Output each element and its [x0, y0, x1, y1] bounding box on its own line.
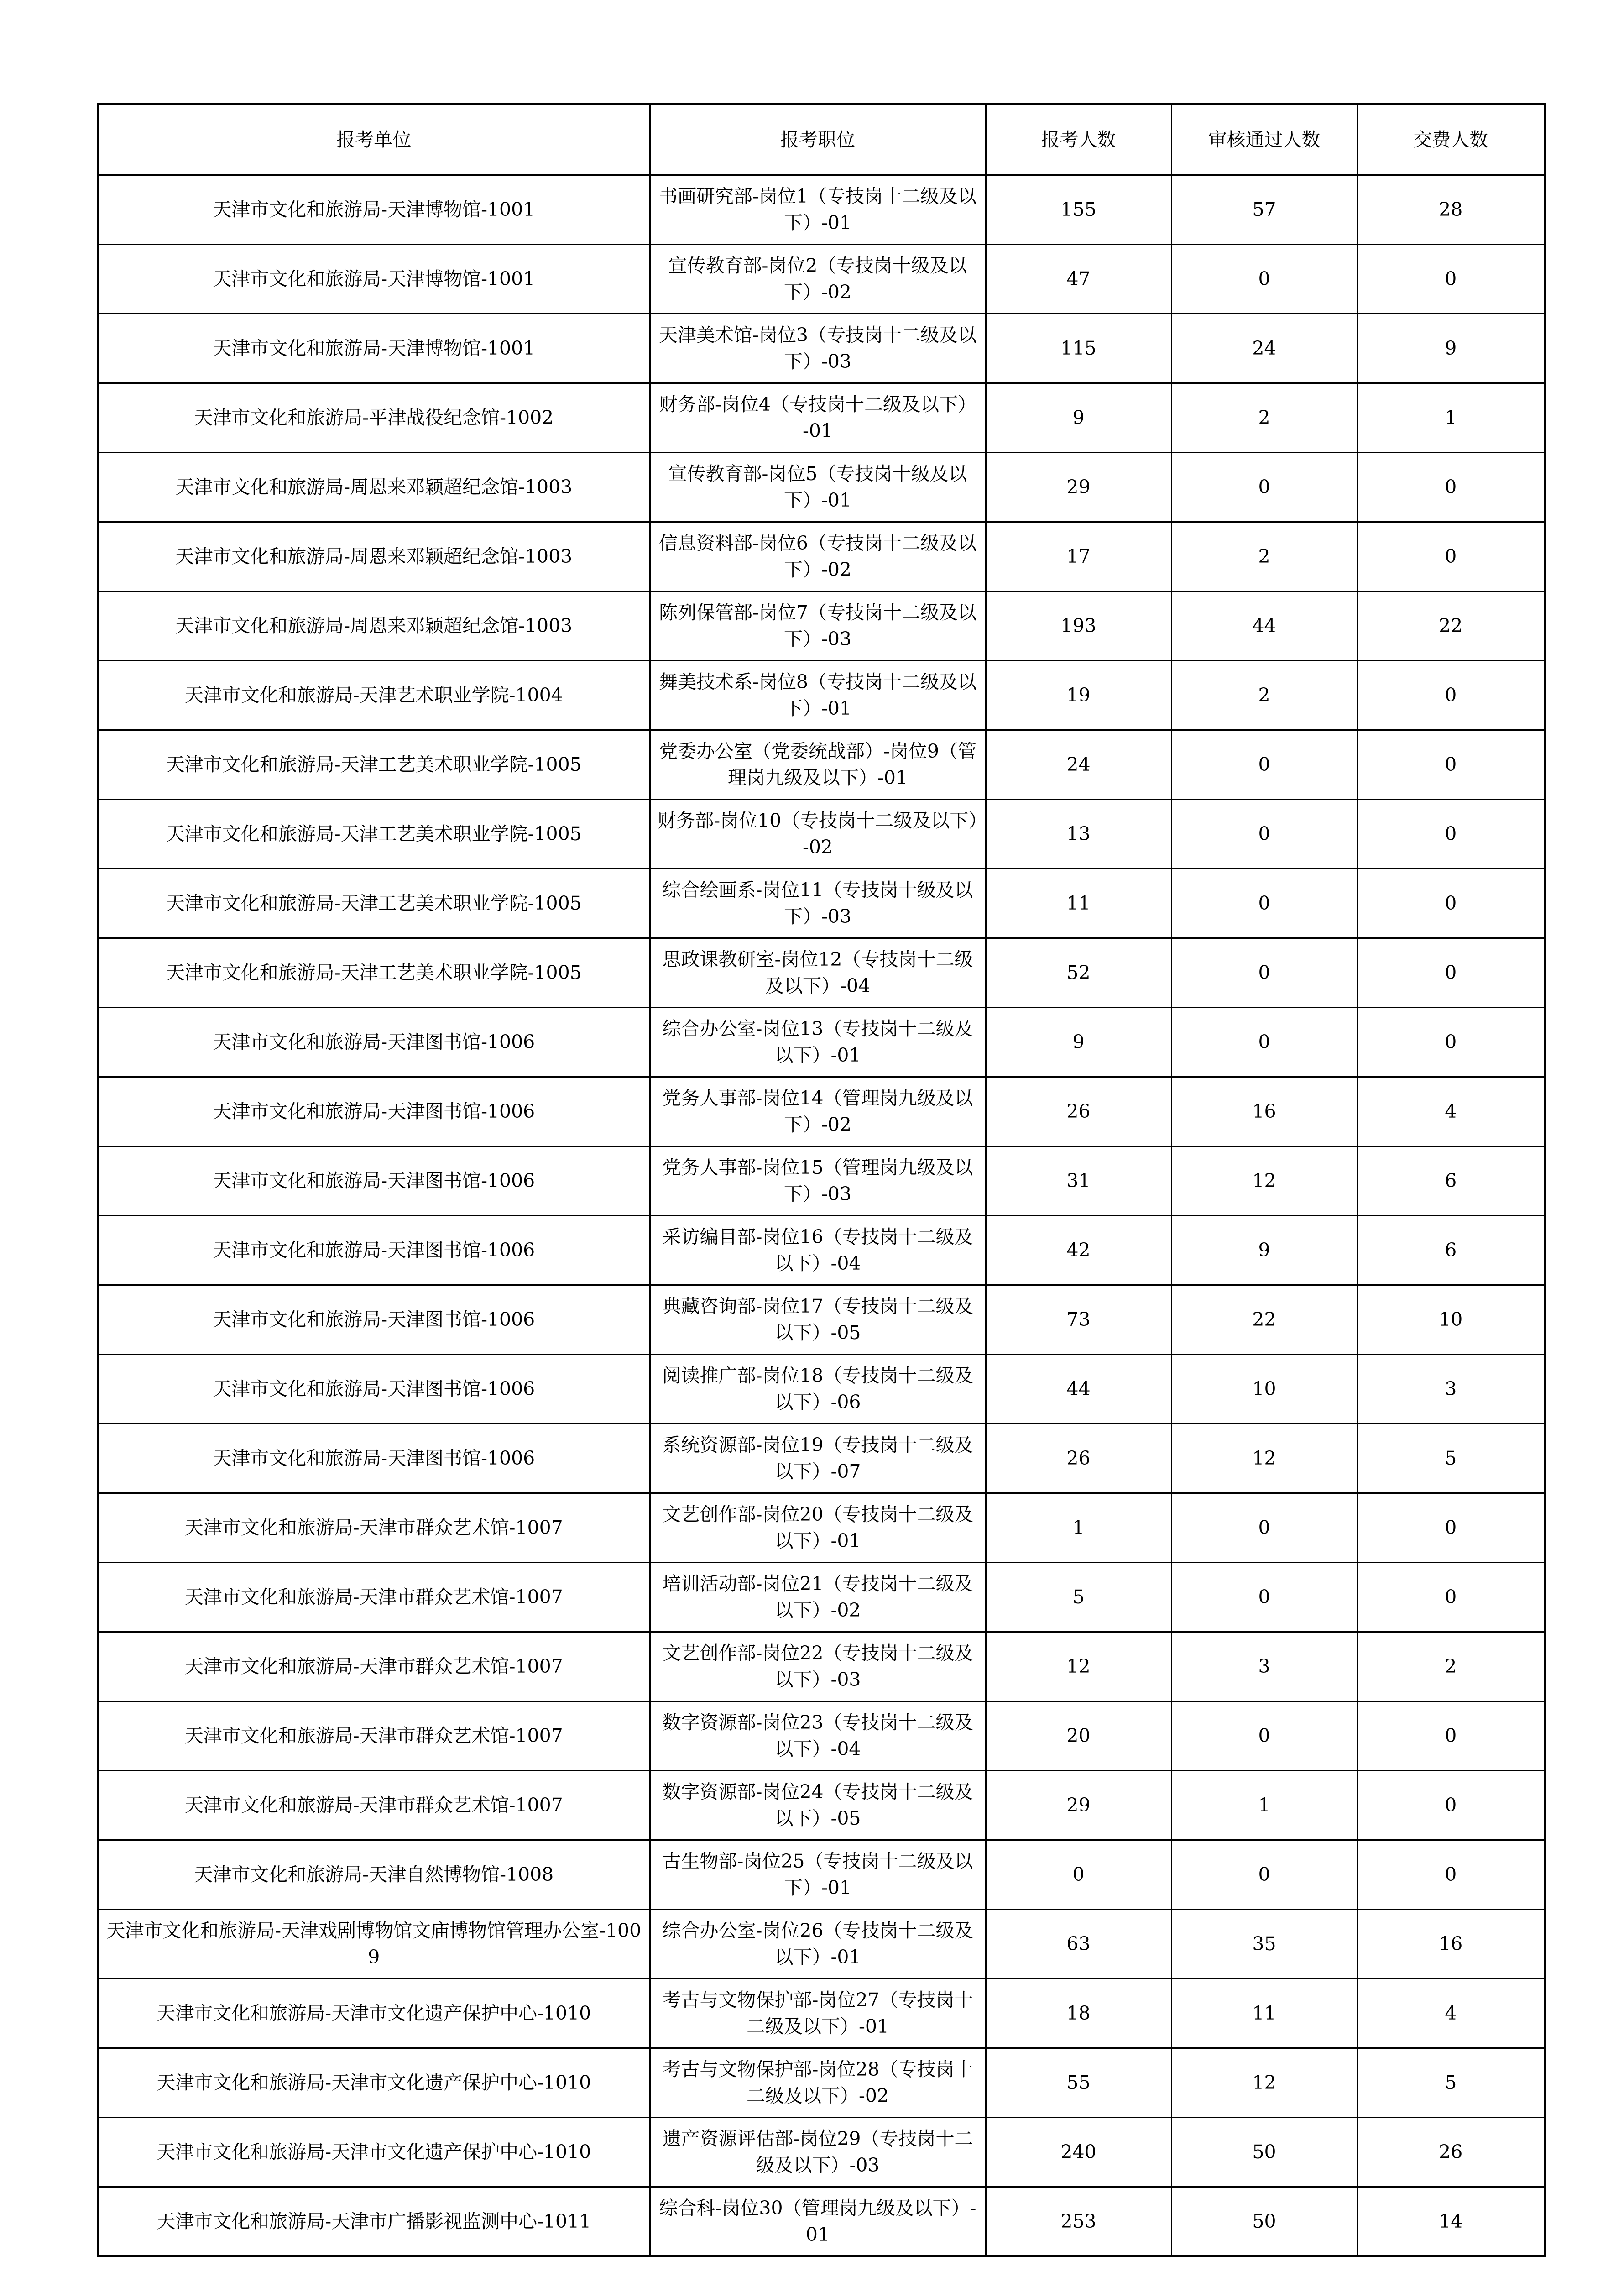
cell-paid: 0 [1357, 1701, 1545, 1770]
cell-applicants: 19 [986, 660, 1171, 730]
cell-paid: 5 [1357, 2048, 1545, 2117]
cell-unit: 天津市文化和旅游局-周恩来邓颖超纪念馆-1003 [98, 591, 650, 660]
table-row [98, 522, 1545, 591]
cell-applicants: 44 [986, 1354, 1171, 1424]
cell-approved: 3 [1171, 1632, 1357, 1701]
cell-position: 文艺创作部-岗位22（专技岗十二级及以下）-03 [650, 1632, 986, 1701]
cell-paid: 3 [1357, 1354, 1545, 1424]
cell-approved: 0 [1171, 1840, 1357, 1909]
cell-approved: 57 [1171, 175, 1357, 244]
table-row [98, 2048, 1545, 2117]
cell-approved: 0 [1171, 730, 1357, 799]
cell-applicants: 18 [986, 1978, 1171, 2048]
cell-applicants: 1 [986, 1493, 1171, 1562]
cell-position: 党务人事部-岗位14（管理岗九级及以下）-02 [650, 1077, 986, 1146]
cell-position: 信息资料部-岗位6（专技岗十二级及以下）-02 [650, 522, 986, 591]
table-row [98, 1632, 1545, 1701]
cell-unit: 天津市文化和旅游局-天津图书馆-1006 [98, 1077, 650, 1146]
table-row [98, 1007, 1545, 1077]
cell-paid: 0 [1357, 244, 1545, 314]
cell-unit: 天津市文化和旅游局-天津自然博物馆-1008 [98, 1840, 650, 1909]
cell-applicants: 9 [986, 383, 1171, 452]
cell-applicants: 0 [986, 1840, 1171, 1909]
cell-approved: 44 [1171, 591, 1357, 660]
cell-unit: 天津市文化和旅游局-天津市群众艺术馆-1007 [98, 1701, 650, 1770]
cell-applicants: 9 [986, 1007, 1171, 1077]
cell-paid: 6 [1357, 1146, 1545, 1215]
cell-approved: 16 [1171, 1077, 1357, 1146]
cell-applicants: 13 [986, 799, 1171, 869]
cell-position: 舞美技术系-岗位8（专技岗十二级及以下）-01 [650, 660, 986, 730]
table-row [98, 799, 1545, 869]
cell-paid: 0 [1357, 660, 1545, 730]
cell-unit: 天津市文化和旅游局-天津工艺美术职业学院-1005 [98, 869, 650, 938]
table-row [98, 1424, 1545, 1493]
cell-unit: 天津市文化和旅游局-天津艺术职业学院-1004 [98, 660, 650, 730]
cell-paid: 22 [1357, 591, 1545, 660]
cell-unit: 天津市文化和旅游局-平津战役纪念馆-1002 [98, 383, 650, 452]
cell-paid: 0 [1357, 938, 1545, 1007]
cell-unit: 天津市文化和旅游局-天津市群众艺术馆-1007 [98, 1632, 650, 1701]
cell-unit: 天津市文化和旅游局-天津博物馆-1001 [98, 314, 650, 383]
cell-paid: 1 [1357, 383, 1545, 452]
header-row [98, 104, 1545, 175]
cell-paid: 0 [1357, 522, 1545, 591]
table-row [98, 244, 1545, 314]
cell-approved: 1 [1171, 1770, 1357, 1840]
cell-position: 阅读推广部-岗位18（专技岗十二级及以下）-06 [650, 1354, 986, 1424]
cell-paid: 28 [1357, 175, 1545, 244]
cell-paid: 0 [1357, 799, 1545, 869]
table-row [98, 1770, 1545, 1840]
table-row [98, 1215, 1545, 1285]
cell-position: 综合办公室-岗位26（专技岗十二级及以下）-01 [650, 1909, 986, 1978]
cell-paid: 9 [1357, 314, 1545, 383]
table-body [98, 175, 1545, 2256]
table-row [98, 730, 1545, 799]
table-row [98, 660, 1545, 730]
cell-approved: 10 [1171, 1354, 1357, 1424]
cell-approved: 0 [1171, 799, 1357, 869]
cell-position: 思政课教研室-岗位12（专技岗十二级及以下）-04 [650, 938, 986, 1007]
table-row [98, 1978, 1545, 2048]
cell-applicants: 29 [986, 1770, 1171, 1840]
header-applicants: 报考人数 [986, 104, 1171, 175]
cell-approved: 12 [1171, 1146, 1357, 1215]
cell-position: 考古与文物保护部-岗位27（专技岗十二级及以下）-01 [650, 1978, 986, 2048]
cell-applicants: 115 [986, 314, 1171, 383]
cell-position: 宣传教育部-岗位2（专技岗十级及以下）-02 [650, 244, 986, 314]
cell-unit: 天津市文化和旅游局-天津市群众艺术馆-1007 [98, 1493, 650, 1562]
table-row [98, 1909, 1545, 1978]
cell-position: 财务部-岗位4（专技岗十二级及以下）-01 [650, 383, 986, 452]
cell-approved: 12 [1171, 1424, 1357, 1493]
cell-unit: 天津市文化和旅游局-天津市广播影视监测中心-1011 [98, 2187, 650, 2256]
cell-unit: 天津市文化和旅游局-天津市文化遗产保护中心-1010 [98, 2048, 650, 2117]
cell-approved: 50 [1171, 2117, 1357, 2187]
cell-approved: 22 [1171, 1285, 1357, 1354]
cell-unit: 天津市文化和旅游局-天津图书馆-1006 [98, 1354, 650, 1424]
cell-position: 培训活动部-岗位21（专技岗十二级及以下）-02 [650, 1562, 986, 1632]
cell-approved: 0 [1171, 938, 1357, 1007]
cell-applicants: 24 [986, 730, 1171, 799]
cell-position: 宣传教育部-岗位5（专技岗十级及以下）-01 [650, 452, 986, 522]
table-row [98, 1146, 1545, 1215]
cell-applicants: 52 [986, 938, 1171, 1007]
table-row [98, 175, 1545, 244]
cell-approved: 50 [1171, 2187, 1357, 2256]
cell-approved: 0 [1171, 452, 1357, 522]
table-row [98, 314, 1545, 383]
cell-paid: 0 [1357, 1007, 1545, 1077]
cell-position: 党委办公室（党委统战部）-岗位9（管理岗九级及以下）-01 [650, 730, 986, 799]
cell-paid: 0 [1357, 452, 1545, 522]
cell-paid: 16 [1357, 1909, 1545, 1978]
cell-approved: 0 [1171, 1007, 1357, 1077]
cell-applicants: 17 [986, 522, 1171, 591]
cell-approved: 0 [1171, 1701, 1357, 1770]
table-row [98, 1077, 1545, 1146]
cell-unit: 天津市文化和旅游局-天津图书馆-1006 [98, 1285, 650, 1354]
cell-position: 考古与文物保护部-岗位28（专技岗十二级及以下）-02 [650, 2048, 986, 2117]
cell-unit: 天津市文化和旅游局-周恩来邓颖超纪念馆-1003 [98, 522, 650, 591]
cell-approved: 9 [1171, 1215, 1357, 1285]
table-row [98, 1701, 1545, 1770]
cell-position: 数字资源部-岗位24（专技岗十二级及以下）-05 [650, 1770, 986, 1840]
cell-paid: 0 [1357, 1493, 1545, 1562]
cell-unit: 天津市文化和旅游局-天津市文化遗产保护中心-1010 [98, 1978, 650, 2048]
cell-position: 采访编目部-岗位16（专技岗十二级及以下）-04 [650, 1215, 986, 1285]
cell-position: 综合办公室-岗位13（专技岗十二级及以下）-01 [650, 1007, 986, 1077]
cell-position: 系统资源部-岗位19（专技岗十二级及以下）-07 [650, 1424, 986, 1493]
cell-paid: 10 [1357, 1285, 1545, 1354]
cell-approved: 0 [1171, 1493, 1357, 1562]
cell-approved: 35 [1171, 1909, 1357, 1978]
cell-paid: 14 [1357, 2187, 1545, 2256]
cell-unit: 天津市文化和旅游局-天津图书馆-1006 [98, 1215, 650, 1285]
table-row [98, 2187, 1545, 2256]
table-row [98, 591, 1545, 660]
cell-paid: 5 [1357, 1424, 1545, 1493]
cell-applicants: 63 [986, 1909, 1171, 1978]
table-row [98, 1285, 1545, 1354]
cell-unit: 天津市文化和旅游局-天津工艺美术职业学院-1005 [98, 799, 650, 869]
table-header [98, 104, 1545, 175]
cell-paid: 0 [1357, 869, 1545, 938]
cell-applicants: 155 [986, 175, 1171, 244]
cell-applicants: 5 [986, 1562, 1171, 1632]
cell-approved: 0 [1171, 869, 1357, 938]
cell-applicants: 26 [986, 1424, 1171, 1493]
cell-approved: 2 [1171, 383, 1357, 452]
cell-unit: 天津市文化和旅游局-天津市群众艺术馆-1007 [98, 1562, 650, 1632]
cell-paid: 0 [1357, 1770, 1545, 1840]
cell-position: 书画研究部-岗位1（专技岗十二级及以下）-01 [650, 175, 986, 244]
header-paid: 交费人数 [1357, 104, 1545, 175]
cell-applicants: 253 [986, 2187, 1171, 2256]
cell-paid: 26 [1357, 2117, 1545, 2187]
cell-position: 遗产资源评估部-岗位29（专技岗十二级及以下）-03 [650, 2117, 986, 2187]
cell-approved: 12 [1171, 2048, 1357, 2117]
cell-paid: 0 [1357, 1840, 1545, 1909]
cell-applicants: 12 [986, 1632, 1171, 1701]
cell-approved: 2 [1171, 660, 1357, 730]
cell-position: 陈列保管部-岗位7（专技岗十二级及以下）-03 [650, 591, 986, 660]
cell-applicants: 11 [986, 869, 1171, 938]
cell-approved: 2 [1171, 522, 1357, 591]
table-row [98, 383, 1545, 452]
cell-applicants: 55 [986, 2048, 1171, 2117]
cell-paid: 0 [1357, 730, 1545, 799]
cell-position: 天津美术馆-岗位3（专技岗十二级及以下）-03 [650, 314, 986, 383]
cell-unit: 天津市文化和旅游局-天津图书馆-1006 [98, 1007, 650, 1077]
cell-applicants: 42 [986, 1215, 1171, 1285]
cell-unit: 天津市文化和旅游局-天津博物馆-1001 [98, 175, 650, 244]
cell-position: 党务人事部-岗位15（管理岗九级及以下）-03 [650, 1146, 986, 1215]
cell-applicants: 31 [986, 1146, 1171, 1215]
table-row [98, 452, 1545, 522]
table-row [98, 1493, 1545, 1562]
cell-position: 综合绘画系-岗位11（专技岗十级及以下）-03 [650, 869, 986, 938]
cell-approved: 24 [1171, 314, 1357, 383]
cell-unit: 天津市文化和旅游局-天津图书馆-1006 [98, 1146, 650, 1215]
table-row [98, 1562, 1545, 1632]
cell-position: 文艺创作部-岗位20（专技岗十二级及以下）-01 [650, 1493, 986, 1562]
table-row [98, 869, 1545, 938]
cell-position: 典藏咨询部-岗位17（专技岗十二级及以下）-05 [650, 1285, 986, 1354]
cell-paid: 4 [1357, 1077, 1545, 1146]
cell-position: 财务部-岗位10（专技岗十二级及以下）-02 [650, 799, 986, 869]
cell-approved: 0 [1171, 1562, 1357, 1632]
cell-approved: 0 [1171, 244, 1357, 314]
cell-unit: 天津市文化和旅游局-天津市群众艺术馆-1007 [98, 1770, 650, 1840]
cell-applicants: 26 [986, 1077, 1171, 1146]
cell-applicants: 29 [986, 452, 1171, 522]
cell-unit: 天津市文化和旅游局-天津工艺美术职业学院-1005 [98, 938, 650, 1007]
cell-paid: 0 [1357, 1562, 1545, 1632]
table-row [98, 1840, 1545, 1909]
cell-unit: 天津市文化和旅游局-天津戏剧博物馆文庙博物馆管理办公室-1009 [98, 1909, 650, 1978]
cell-unit: 天津市文化和旅游局-天津博物馆-1001 [98, 244, 650, 314]
cell-applicants: 240 [986, 2117, 1171, 2187]
cell-paid: 2 [1357, 1632, 1545, 1701]
cell-paid: 4 [1357, 1978, 1545, 2048]
header-approved: 审核通过人数 [1171, 104, 1357, 175]
cell-applicants: 47 [986, 244, 1171, 314]
cell-approved: 11 [1171, 1978, 1357, 2048]
table-row [98, 2117, 1545, 2187]
cell-unit: 天津市文化和旅游局-天津工艺美术职业学院-1005 [98, 730, 650, 799]
cell-paid: 6 [1357, 1215, 1545, 1285]
cell-applicants: 20 [986, 1701, 1171, 1770]
cell-position: 综合科-岗位30（管理岗九级及以下）-01 [650, 2187, 986, 2256]
header-position: 报考职位 [650, 104, 986, 175]
cell-unit: 天津市文化和旅游局-天津图书馆-1006 [98, 1424, 650, 1493]
cell-position: 数字资源部-岗位23（专技岗十二级及以下）-04 [650, 1701, 986, 1770]
header-unit: 报考单位 [98, 104, 650, 175]
cell-unit: 天津市文化和旅游局-周恩来邓颖超纪念馆-1003 [98, 452, 650, 522]
cell-position: 古生物部-岗位25（专技岗十二级及以下）-01 [650, 1840, 986, 1909]
cell-applicants: 73 [986, 1285, 1171, 1354]
registration-stats-table [97, 103, 1546, 2257]
cell-applicants: 193 [986, 591, 1171, 660]
table-row [98, 1354, 1545, 1424]
table-row [98, 938, 1545, 1007]
cell-unit: 天津市文化和旅游局-天津市文化遗产保护中心-1010 [98, 2117, 650, 2187]
